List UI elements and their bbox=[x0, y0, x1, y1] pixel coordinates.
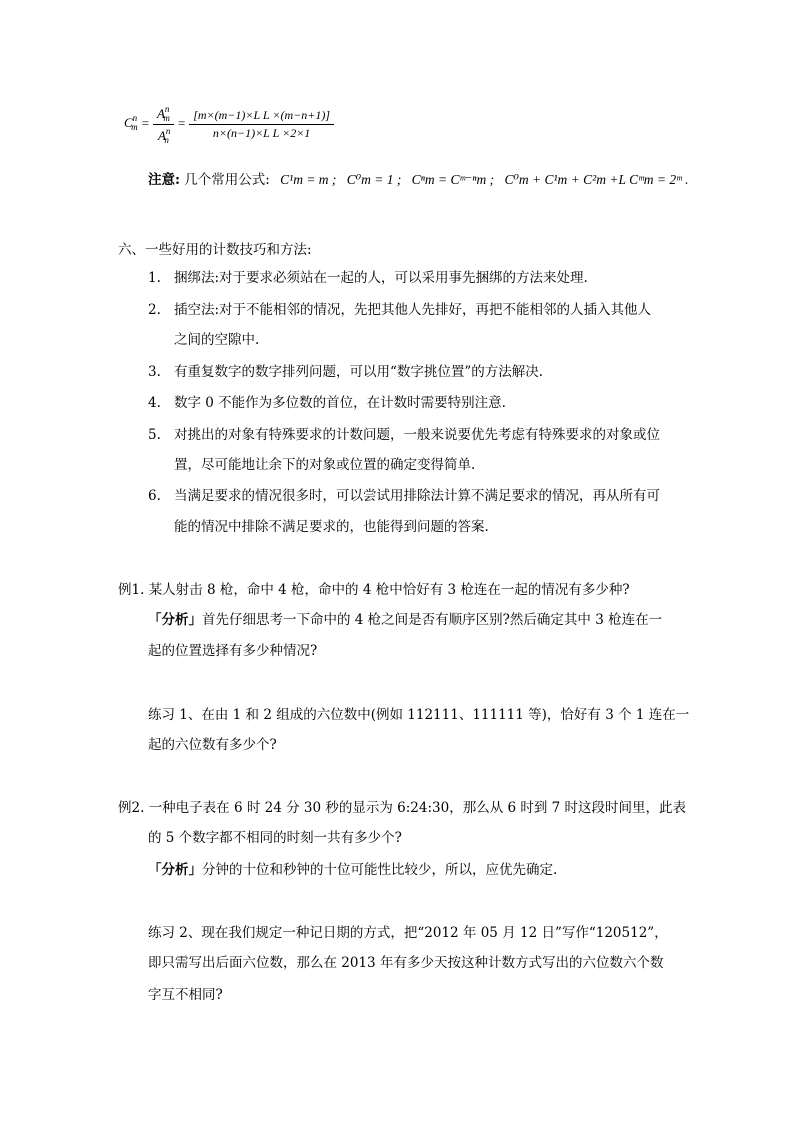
example-2-analysis: 「分析」分钟的十位和秒钟的十位可能性比较少，所以，应优先确定. bbox=[148, 862, 558, 878]
formula-c1: C¹m = m ; bbox=[280, 172, 337, 187]
practice-2-cont: 字互不相同? bbox=[148, 987, 223, 1003]
formula-symmetry: Cⁿm = Cᵐ⁻ⁿm ; bbox=[411, 172, 495, 187]
list-item: 5. 对挑出的对象有特殊要求的计数问题，一般来说要优先考虑有特殊要求的对象或位 bbox=[148, 427, 660, 443]
section-title: 六、一些好用的计数技巧和方法: bbox=[118, 242, 312, 258]
example-2 bbox=[118, 798, 686, 818]
practice-1-cont: 起的六位数有多少个? bbox=[148, 737, 277, 753]
formula-lhs: $C^n_m$ bbox=[124, 113, 138, 133]
list-item: 2. 插空法:对于不能相邻的情况，先把其他人先排好，再把不能相邻的人插入其他人 bbox=[148, 302, 652, 318]
example-1-analysis: 「分析」首先仔细思考一下命中的 4 枪之间是否有顺序区别?然后确定其中 3 枪连在一 bbox=[148, 612, 663, 628]
list-item-continuation: 置，尽可能地让余下的对象或位置的确定变得简单. bbox=[174, 457, 476, 473]
analysis-label: 「分析」 bbox=[148, 612, 202, 628]
formula-c0: C⁰m = 1 ; bbox=[346, 172, 402, 187]
note-label: 注意: bbox=[148, 172, 180, 188]
list-item: 1. 捆绑法:对于要求必须站在一起的人，可以采用事先捆绑的方法来处理. bbox=[148, 270, 588, 286]
example-label: 例1. bbox=[118, 582, 145, 598]
example-1-analysis-cont: 起的位置选择有多少种情况? bbox=[148, 643, 318, 659]
example-question: 一种电子表在 6 时 24 分 30 秒的显示为 6:24:30，那么从 6 时到 7 时这段时间里，此表 bbox=[148, 800, 687, 816]
practice-1: 练习 1、在由 1 和 2 组成的六位数中(例如 112111、111111 等)，恰好有 3 个 1 连在一 bbox=[148, 707, 690, 723]
example-label: 例2. bbox=[118, 800, 145, 816]
analysis-label: 「分析」 bbox=[148, 862, 202, 878]
example-question: 某人射击 8 枪，命中 4 枪，命中的 4 枪中恰好有 3 枪连在一起的情况有多少种? bbox=[148, 582, 630, 598]
example-1 bbox=[118, 580, 630, 600]
practice-2-cont: 即只需写出后面六位数，那么在 2013 年有多少天按这种计数方式写出的六位数六个数 bbox=[148, 955, 664, 971]
list-item: 3. 有重复数字的数字排列问题，可以用“数字挑位置”的方法解决. bbox=[148, 364, 544, 380]
list-item: 6. 当满足要求的情况很多时，可以尝试用排除法计算不满足要求的情况，再从所有可 bbox=[148, 488, 660, 504]
formula-sum: C⁰m + C¹m + C²m +L Cᵐm = 2ᵐ . bbox=[504, 172, 689, 187]
list-item: 4. 数字 0 不能作为多位数的首位，在计数时需要特别注意. bbox=[148, 395, 506, 411]
list-item-continuation: 之间的空隙中. bbox=[174, 332, 260, 348]
formula-combination: $C^n_m$ = $\frac{A^n_m}{A^n_n}$ = $\frac{\text{[m×(m−1)×L L ×(m−n+1)]}}{\text{n×(n−1)×L L ×2×1}}$ bbox=[124, 104, 334, 145]
note-line bbox=[148, 170, 688, 190]
note-text: 几个常用公式: bbox=[184, 172, 270, 188]
formula-fraction-a: $\frac{A^n_m}{A^n_n}$ bbox=[153, 104, 174, 145]
formula-fraction-product: $\frac{\text{[m×(m−1)×L L ×(m−n+1)]}}{\text{n×(n−1)×L L ×2×1}}$ bbox=[189, 108, 334, 141]
practice-2: 练习 2、现在我们规定一种记日期的方式，把“2012 年 05 月 12 日”写作“120512”， bbox=[148, 925, 668, 941]
example-2-cont: 的 5 个数字都不相同的时刻一共有多少个? bbox=[148, 830, 402, 846]
list-item-continuation: 能的情况中排除不满足要求的，也能得到问题的答案. bbox=[174, 519, 489, 535]
